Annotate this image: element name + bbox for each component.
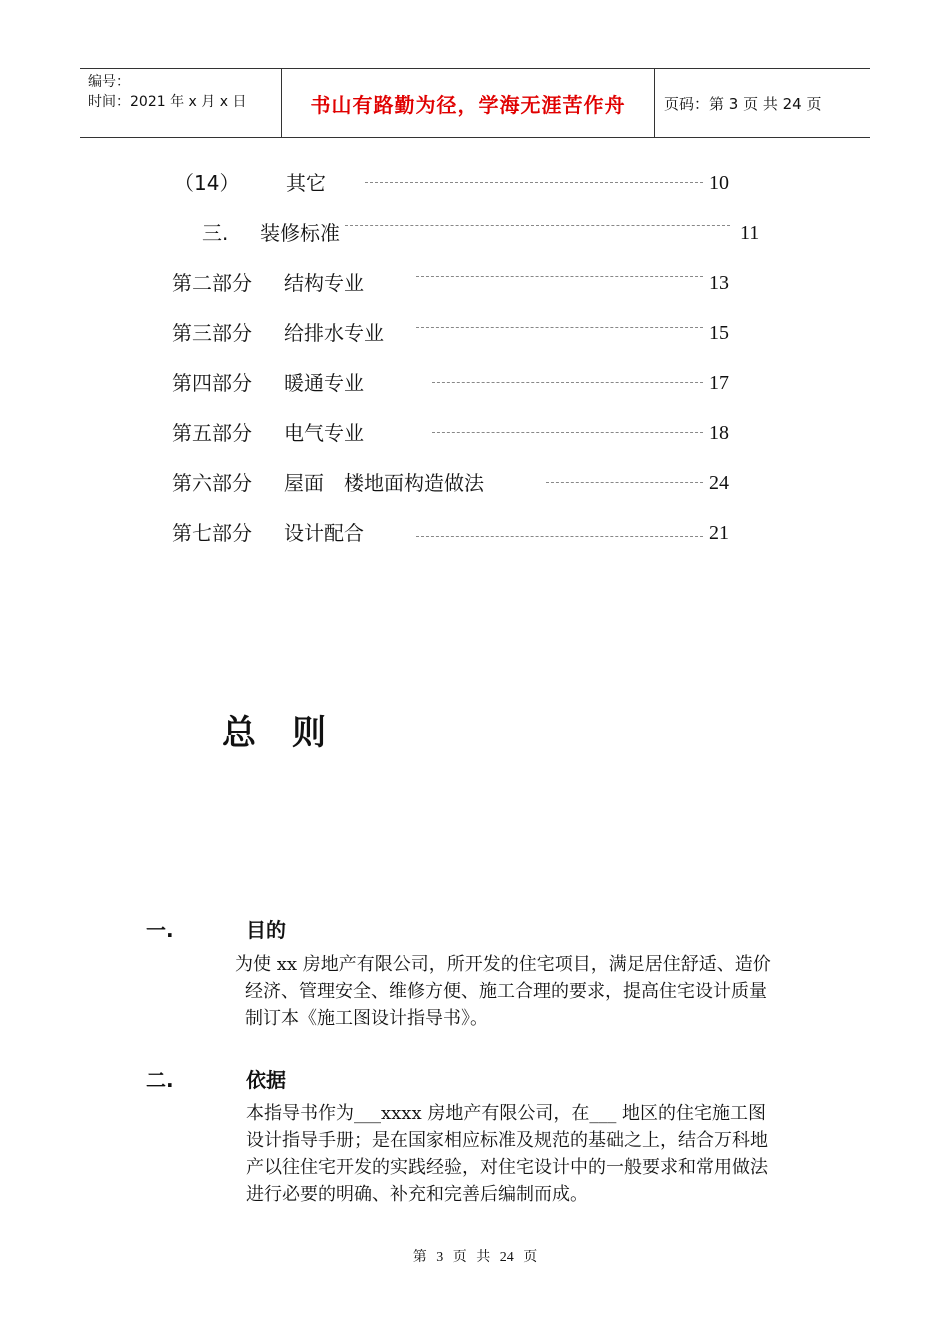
toc-entry-page: 18	[709, 422, 729, 444]
toc-leader	[432, 382, 703, 383]
section-heading: 目的	[246, 918, 286, 942]
toc-entry[interactable]	[0, 468, 950, 498]
toc-entry-title: 电气专业	[284, 421, 364, 445]
toc-entry-number: 第三部分	[172, 321, 252, 345]
toc-entry-number: 第七部分	[172, 521, 252, 545]
header-meta	[88, 72, 246, 112]
toc-entry[interactable]	[0, 418, 950, 448]
header-divider	[654, 69, 655, 137]
toc-entry-number: 三.	[202, 221, 229, 245]
page-footer: 第 3 页 共 24 页	[412, 1250, 538, 1265]
section-number: 一.	[146, 918, 174, 942]
doc-time-label: 时间：2021 年 x 月 x 日	[88, 94, 247, 110]
toc-entry-number: 第二部分	[172, 271, 252, 295]
toc-entry-number: （14）	[174, 171, 240, 195]
toc-entry-page: 24	[709, 472, 729, 494]
toc-leader	[416, 276, 703, 277]
doc-number-label: 编号：	[88, 74, 130, 90]
toc-entry-page: 10	[709, 172, 729, 194]
page-header	[80, 68, 870, 138]
toc-entry-title: 屋面 楼地面构造做法	[284, 471, 484, 495]
paragraph-line: 为使 xx 房地产有限公司，所开发的住宅项目，满足居住舒适、造价	[235, 954, 771, 975]
toc-entry-number: 第六部分	[172, 471, 252, 495]
header-page-info: 页码：第 3 页 共 24 页	[664, 94, 822, 113]
toc-entry-number: 第五部分	[172, 421, 252, 445]
toc-entry-page: 21	[709, 522, 729, 544]
toc-entry[interactable]	[0, 218, 950, 248]
toc-entry-page: 15	[709, 322, 729, 344]
paragraph-line: 设计指导手册；是在国家相应标准及规范的基础之上，结合万科地	[246, 1130, 768, 1151]
paragraph-line: 本指导书作为___xxxx 房地产有限公司，在___ 地区的住宅施工图	[246, 1103, 767, 1124]
toc-entry[interactable]	[0, 318, 950, 348]
toc-entry-page: 17	[709, 372, 729, 394]
toc-entry-title: 暖通专业	[284, 371, 364, 395]
toc-leader	[432, 432, 703, 433]
toc-leader	[416, 536, 703, 537]
toc-entry-number: 第四部分	[172, 371, 252, 395]
toc-entry[interactable]	[0, 168, 950, 198]
toc-entry[interactable]	[0, 368, 950, 398]
toc-entry-title: 结构专业	[284, 271, 364, 295]
header-motto: 书山有路勤为径，学海无涯苦作舟	[310, 92, 626, 117]
section-number: 二.	[146, 1068, 174, 1092]
toc-entry[interactable]	[0, 518, 950, 548]
paragraph-line: 进行必要的明确、补充和完善后编制而成。	[246, 1184, 588, 1205]
toc-leader	[416, 327, 703, 328]
toc-entry-title: 装修标准	[260, 221, 340, 245]
toc-entry-page: 11	[740, 222, 760, 244]
toc-entry-title: 设计配合	[284, 521, 364, 545]
paragraph-line: 产以往住宅开发的实践经验，对住宅设计中的一般要求和常用做法	[246, 1157, 768, 1178]
toc-leader	[546, 482, 703, 483]
paragraph-line: 经济、管理安全、维修方便、施工合理的要求，提高住宅设计质量	[245, 981, 767, 1002]
section-heading: 依据	[246, 1068, 286, 1092]
toc-entry-title: 其它	[286, 171, 326, 195]
toc-entry-title: 给排水专业	[284, 321, 384, 345]
toc-leader	[365, 182, 703, 183]
paragraph-line: 制订本《施工图设计指导书》。	[245, 1008, 488, 1029]
toc-entry-page: 13	[709, 272, 729, 294]
toc-entry[interactable]	[0, 268, 950, 298]
toc-leader	[345, 225, 730, 226]
chapter-title: 总则	[222, 713, 362, 753]
